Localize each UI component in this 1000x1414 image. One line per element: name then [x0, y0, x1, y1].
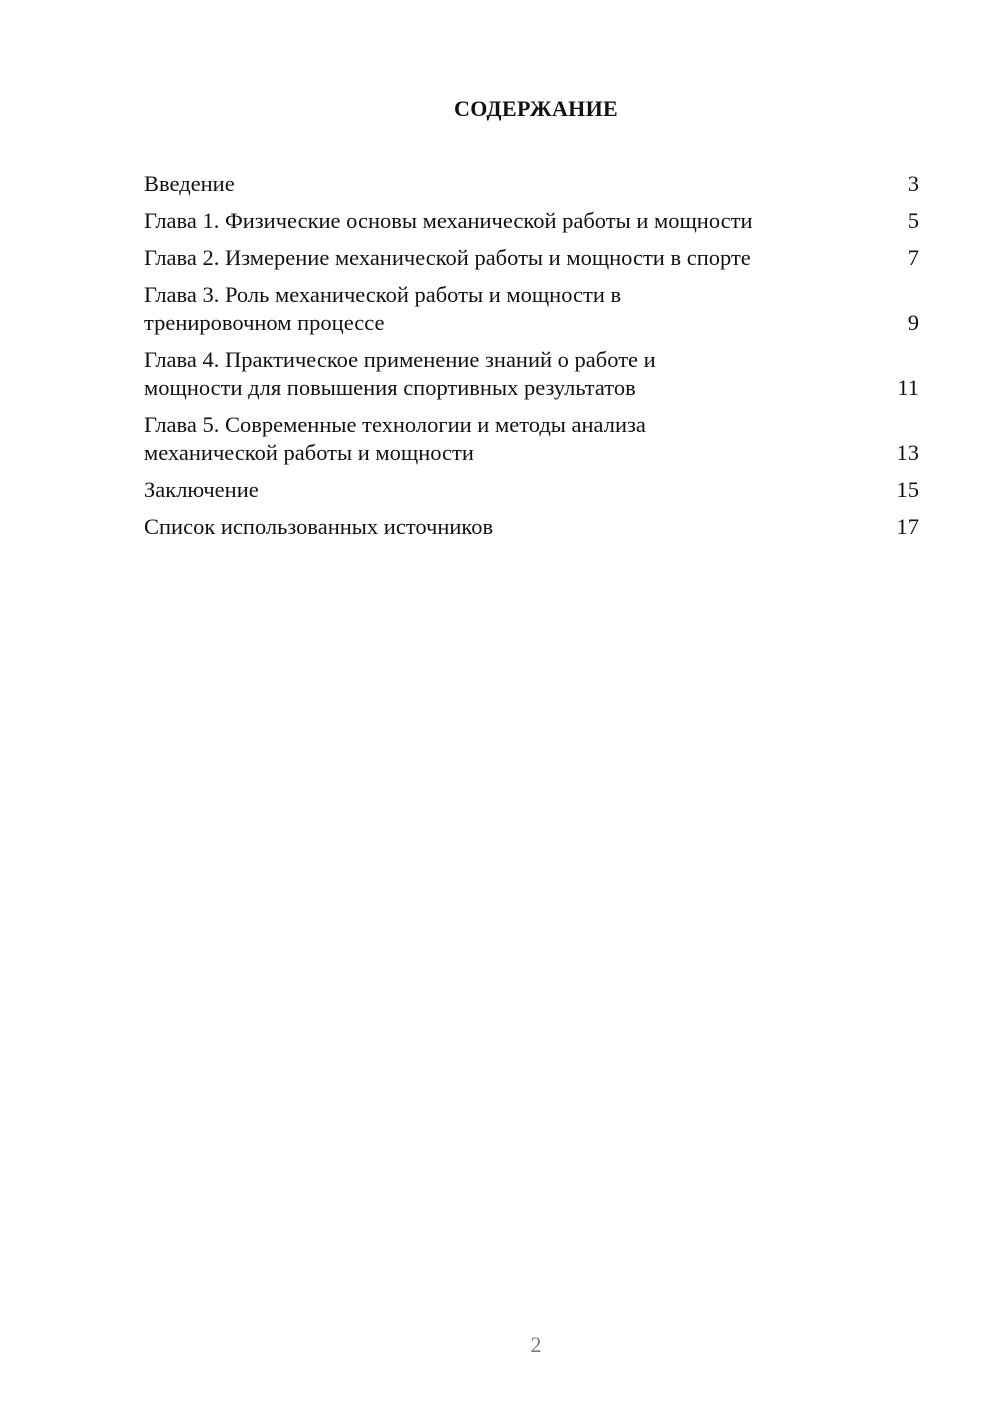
- toc-entry-chapter-2: [144, 244, 919, 272]
- toc-entry-text: Глава 4. Практическое применение знаний о работе и мощности для повышения спортивных результатов: [144, 347, 656, 400]
- toc-entry-text: Заключение: [144, 477, 259, 502]
- toc-entry-page: 17: [896, 514, 919, 539]
- toc-entry-text: Глава 5. Современные технологии и методы анализа механической работы и мощности: [144, 412, 646, 465]
- toc-entry-chapter-3: [144, 281, 919, 337]
- toc-entry-introduction: [144, 170, 919, 198]
- toc-entry-conclusion: [144, 476, 919, 504]
- toc-entry-references: [144, 513, 919, 541]
- toc-entry-text: Глава 2. Измерение механической работы и мощности в спорте: [144, 245, 751, 270]
- toc-entry-text: Введение: [144, 171, 235, 196]
- toc-title: СОДЕРЖАНИЕ: [454, 96, 618, 121]
- toc-entry-page: 15: [896, 477, 919, 502]
- toc-entry-page: 9: [907, 310, 919, 335]
- toc-entry-page: 5: [907, 208, 919, 233]
- toc-entry-page: 13: [896, 440, 919, 465]
- table-of-contents: [144, 170, 919, 550]
- toc-entry-text: Глава 1. Физические основы механической работы и мощности: [144, 208, 753, 233]
- toc-entry-text: Список использованных источников: [144, 514, 494, 539]
- toc-entry-text: Глава 3. Роль механической работы и мощности в тренировочном процессе: [144, 282, 622, 335]
- toc-entry-page: 3: [907, 171, 919, 196]
- toc-entry-chapter-1: [144, 207, 919, 235]
- page-number: 2: [530, 1332, 542, 1357]
- toc-entry-chapter-4: [144, 346, 919, 402]
- toc-entry-page: 7: [907, 245, 919, 270]
- toc-entry-page: 11: [897, 375, 919, 400]
- toc-entry-chapter-5: [144, 411, 919, 467]
